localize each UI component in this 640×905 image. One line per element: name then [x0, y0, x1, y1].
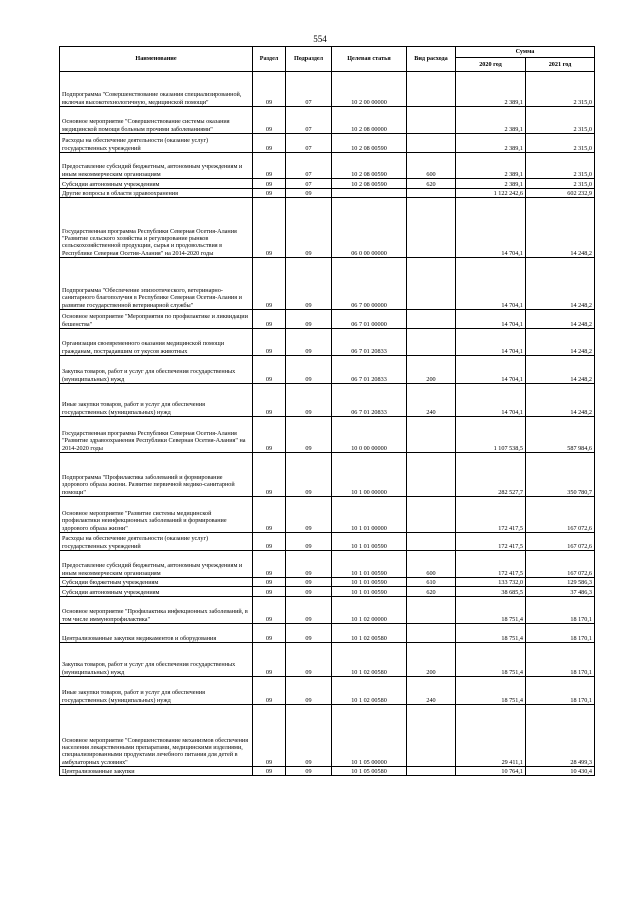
cell-subsection: 09	[286, 551, 332, 578]
cell-section: 09	[253, 551, 286, 578]
cell-amount-2020: 18 751,4	[456, 624, 526, 643]
header-subsection: Подраздел	[286, 47, 332, 72]
cell-amount-2021: 37 486,3	[526, 587, 595, 597]
cell-amount-2020: 18 751,4	[456, 597, 526, 624]
header-year-2020: 2020 год	[456, 58, 526, 72]
cell-name: Централизованные закупки	[60, 767, 253, 776]
cell-name: Основное мероприятие "Профилактика инфекционных заболеваний, в том числе иммунопрофилактика"	[60, 597, 253, 624]
cell-amount-2020: 2 389,1	[456, 134, 526, 153]
cell-subsection: 09	[286, 677, 332, 705]
table-row	[60, 179, 595, 189]
cell-section: 09	[253, 453, 286, 497]
cell-name: Подпрограмма "Профилактика заболеваний и формирование здорового образа жизни. Развитие первичной медико-санитарной помощи"	[60, 453, 253, 497]
cell-amount-2020: 172 417,5	[456, 497, 526, 533]
table-row	[60, 134, 595, 153]
cell-expense-type: 240	[407, 384, 456, 417]
cell-section: 09	[253, 597, 286, 624]
cell-expense-type	[407, 624, 456, 643]
cell-amount-2021: 18 170,1	[526, 677, 595, 705]
cell-amount-2021: 28 499,3	[526, 705, 595, 767]
cell-expense-type	[407, 417, 456, 453]
cell-subsection: 09	[286, 329, 332, 356]
cell-target-item: 10 1 02 00580	[332, 643, 407, 677]
cell-target-item: 06 7 01 20833	[332, 384, 407, 417]
cell-target-item	[332, 189, 407, 198]
cell-expense-type	[407, 597, 456, 624]
cell-target-item: 06 7 00 00000	[332, 258, 407, 310]
header-sum: Сумма	[456, 47, 595, 58]
cell-section: 09	[253, 705, 286, 767]
cell-name: Основное мероприятие "Мероприятия по профилактике и ликвидации бешенства"	[60, 310, 253, 329]
cell-name: Закупка товаров, работ и услуг для обеспечения государственных (муниципальных) нужд	[60, 643, 253, 677]
cell-amount-2020: 14 704,1	[456, 310, 526, 329]
cell-section: 09	[253, 107, 286, 134]
cell-target-item: 10 1 00 00000	[332, 453, 407, 497]
cell-section: 09	[253, 179, 286, 189]
cell-subsection: 09	[286, 624, 332, 643]
cell-subsection: 07	[286, 134, 332, 153]
cell-target-item: 10 0 00 00000	[332, 417, 407, 453]
table-row	[60, 705, 595, 767]
cell-section: 09	[253, 417, 286, 453]
cell-expense-type	[407, 189, 456, 198]
table-row	[60, 767, 595, 776]
cell-expense-type: 600	[407, 153, 456, 179]
table-row	[60, 258, 595, 310]
header-year-2021: 2021 год	[526, 58, 595, 72]
table-row	[60, 189, 595, 198]
cell-expense-type	[407, 329, 456, 356]
cell-section: 09	[253, 677, 286, 705]
cell-section: 09	[253, 587, 286, 597]
cell-name: Иные закупки товаров, работ и услуг для обеспечения государственных (муниципальных) нужд	[60, 384, 253, 417]
table-row	[60, 153, 595, 179]
cell-expense-type: 240	[407, 677, 456, 705]
cell-subsection: 07	[286, 107, 332, 134]
table-row	[60, 72, 595, 107]
cell-amount-2021: 14 248,2	[526, 310, 595, 329]
cell-name: Централизованные закупки медикаментов и оборудования	[60, 624, 253, 643]
cell-amount-2020: 2 389,1	[456, 107, 526, 134]
cell-target-item: 10 2 08 00000	[332, 107, 407, 134]
cell-expense-type: 200	[407, 643, 456, 677]
cell-name: Государственная программа Республики Северная Осетия-Алания "Развитие сельского хозяйства и регулирование рынков сельскохозяйственной продукции, сырья и продовольствия в Республике Северная Осетия-Алания" на 2014-2020 годы	[60, 198, 253, 258]
cell-amount-2021: 14 248,2	[526, 329, 595, 356]
cell-amount-2020: 18 751,4	[456, 643, 526, 677]
cell-amount-2020: 14 704,1	[456, 356, 526, 384]
table-header	[60, 47, 595, 72]
cell-subsection: 09	[286, 497, 332, 533]
cell-expense-type	[407, 198, 456, 258]
cell-expense-type: 610	[407, 578, 456, 587]
cell-amount-2020: 1 122 242,6	[456, 189, 526, 198]
cell-target-item: 10 2 00 00000	[332, 72, 407, 107]
cell-name: Субсидии автономным учреждениям	[60, 179, 253, 189]
cell-section: 09	[253, 578, 286, 587]
cell-section: 09	[253, 356, 286, 384]
cell-section: 09	[253, 134, 286, 153]
cell-amount-2021: 14 248,2	[526, 384, 595, 417]
cell-expense-type: 620	[407, 587, 456, 597]
cell-expense-type	[407, 705, 456, 767]
table-row	[60, 551, 595, 578]
table-row	[60, 384, 595, 417]
cell-subsection: 09	[286, 198, 332, 258]
page-number: 554	[313, 34, 327, 44]
cell-target-item: 06 7 01 20833	[332, 356, 407, 384]
cell-subsection: 07	[286, 179, 332, 189]
cell-name: Организация своевременного оказания медицинской помощи гражданам, пострадавшим от укусов животных	[60, 329, 253, 356]
cell-subsection: 09	[286, 258, 332, 310]
cell-amount-2020: 172 417,5	[456, 551, 526, 578]
header-target-item: Целевая статья	[332, 47, 407, 72]
cell-amount-2021: 2 315,0	[526, 107, 595, 134]
cell-expense-type: 600	[407, 551, 456, 578]
cell-name: Предоставление субсидий бюджетным, автономным учреждениям и иным некоммерческим организациям	[60, 153, 253, 179]
table-row	[60, 643, 595, 677]
cell-amount-2020: 14 704,1	[456, 329, 526, 356]
cell-target-item: 06 0 00 00000	[332, 198, 407, 258]
cell-amount-2021: 350 780,7	[526, 453, 595, 497]
cell-target-item: 10 2 08 00590	[332, 153, 407, 179]
header-section: Раздел	[253, 47, 286, 72]
cell-name: Иные закупки товаров, работ и услуг для обеспечения государственных (муниципальных) нужд	[60, 677, 253, 705]
cell-subsection: 09	[286, 189, 332, 198]
table-row	[60, 453, 595, 497]
cell-name: Субсидии бюджетным учреждениям	[60, 578, 253, 587]
table-body	[60, 72, 595, 776]
cell-expense-type	[407, 107, 456, 134]
header-expense-type: Вид расхода	[407, 47, 456, 72]
cell-subsection: 09	[286, 384, 332, 417]
cell-amount-2021: 18 170,1	[526, 643, 595, 677]
cell-amount-2021: 587 984,6	[526, 417, 595, 453]
cell-target-item: 10 1 02 00580	[332, 677, 407, 705]
cell-expense-type	[407, 497, 456, 533]
cell-target-item: 10 1 01 00590	[332, 551, 407, 578]
table-row	[60, 497, 595, 533]
cell-name: Субсидии автономным учреждениям	[60, 587, 253, 597]
cell-amount-2021: 14 248,2	[526, 356, 595, 384]
table-row	[60, 198, 595, 258]
table-row	[60, 587, 595, 597]
cell-expense-type: 620	[407, 179, 456, 189]
cell-subsection: 09	[286, 533, 332, 551]
cell-expense-type	[407, 767, 456, 776]
cell-expense-type	[407, 134, 456, 153]
cell-target-item: 06 7 01 00000	[332, 310, 407, 329]
cell-amount-2021: 602 232,9	[526, 189, 595, 198]
cell-amount-2021: 167 072,6	[526, 533, 595, 551]
cell-name: Подпрограмма "Совершенствование оказания специализированной, включая высокотехнологичную, медицинской помощи"	[60, 72, 253, 107]
table-row	[60, 310, 595, 329]
cell-target-item: 10 1 05 00580	[332, 767, 407, 776]
cell-amount-2021: 2 315,0	[526, 153, 595, 179]
table-row	[60, 677, 595, 705]
cell-target-item: 10 1 01 00590	[332, 578, 407, 587]
cell-amount-2021: 10 430,4	[526, 767, 595, 776]
cell-amount-2021: 14 248,2	[526, 258, 595, 310]
cell-expense-type	[407, 310, 456, 329]
table-row	[60, 624, 595, 643]
cell-section: 09	[253, 767, 286, 776]
cell-expense-type	[407, 533, 456, 551]
cell-target-item: 10 1 01 00000	[332, 497, 407, 533]
cell-amount-2021: 18 170,1	[526, 624, 595, 643]
cell-amount-2020: 2 389,1	[456, 179, 526, 189]
table-row	[60, 329, 595, 356]
cell-section: 09	[253, 310, 286, 329]
cell-subsection: 09	[286, 643, 332, 677]
cell-subsection: 09	[286, 705, 332, 767]
cell-name: Закупка товаров, работ и услуг для обеспечения государственных (муниципальных) нужд	[60, 356, 253, 384]
cell-subsection: 09	[286, 417, 332, 453]
cell-subsection: 09	[286, 597, 332, 624]
cell-amount-2020: 1 107 538,5	[456, 417, 526, 453]
table-row	[60, 107, 595, 134]
cell-expense-type	[407, 453, 456, 497]
cell-subsection: 09	[286, 356, 332, 384]
cell-target-item: 06 7 01 20833	[332, 329, 407, 356]
cell-subsection: 09	[286, 310, 332, 329]
table-row	[60, 533, 595, 551]
cell-amount-2021: 167 072,6	[526, 497, 595, 533]
cell-target-item: 10 1 02 00580	[332, 624, 407, 643]
cell-name: Расходы на обеспечение деятельности (оказание услуг) государственных учреждений	[60, 533, 253, 551]
cell-amount-2020: 10 764,1	[456, 767, 526, 776]
cell-section: 09	[253, 384, 286, 417]
cell-name: Предоставление субсидий бюджетным, автономным учреждениям и иным некоммерческим организациям	[60, 551, 253, 578]
cell-amount-2020: 14 704,1	[456, 258, 526, 310]
cell-amount-2020: 18 751,4	[456, 677, 526, 705]
cell-amount-2021: 2 315,0	[526, 179, 595, 189]
cell-expense-type: 200	[407, 356, 456, 384]
cell-section: 09	[253, 329, 286, 356]
cell-name: Государственная программа Республики Северная Осетия-Алания "Развитие здравоохранения Республики Северная Осетия-Алания" на 2014-2020 годы	[60, 417, 253, 453]
cell-amount-2020: 29 411,1	[456, 705, 526, 767]
cell-subsection: 09	[286, 767, 332, 776]
cell-subsection: 09	[286, 578, 332, 587]
cell-target-item: 10 1 02 00000	[332, 597, 407, 624]
table-row	[60, 597, 595, 624]
table-row	[60, 578, 595, 587]
header-name: Наименование	[60, 47, 253, 72]
cell-amount-2020: 172 417,5	[456, 533, 526, 551]
cell-amount-2020: 14 704,1	[456, 198, 526, 258]
cell-section: 09	[253, 258, 286, 310]
cell-amount-2020: 282 527,7	[456, 453, 526, 497]
cell-amount-2020: 2 389,1	[456, 153, 526, 179]
cell-section: 09	[253, 643, 286, 677]
cell-subsection: 07	[286, 153, 332, 179]
cell-subsection: 07	[286, 72, 332, 107]
cell-section: 09	[253, 189, 286, 198]
cell-section: 09	[253, 153, 286, 179]
cell-section: 09	[253, 624, 286, 643]
cell-amount-2021: 2 315,0	[526, 134, 595, 153]
cell-amount-2021: 14 248,2	[526, 198, 595, 258]
cell-subsection: 09	[286, 587, 332, 597]
cell-name: Подпрограмма "Обеспечение эпизоотического, ветеринарно-санитарного благополучия в Республике Северная Осетия-Алания и развитие государственной ветеринарной службы"	[60, 258, 253, 310]
cell-amount-2020: 38 685,5	[456, 587, 526, 597]
cell-amount-2021: 2 315,0	[526, 72, 595, 107]
cell-target-item: 10 1 05 00000	[332, 705, 407, 767]
cell-amount-2021: 18 170,1	[526, 597, 595, 624]
cell-section: 09	[253, 198, 286, 258]
cell-name: Основное мероприятие "Совершенствование механизмов обеспечения населения лекарственными препаратами, медицинскими изделиями, специализированными продуктами лечебного питания для детей в амбулаторных условиях"	[60, 705, 253, 767]
cell-name: Основное мероприятие "Совершенствование системы оказания медицинской помощи больным прочими заболеваниями"	[60, 107, 253, 134]
cell-amount-2021: 129 586,3	[526, 578, 595, 587]
budget-table	[59, 46, 595, 776]
cell-target-item: 10 2 08 00590	[332, 179, 407, 189]
cell-section: 09	[253, 72, 286, 107]
cell-subsection: 09	[286, 453, 332, 497]
cell-name: Расходы на обеспечение деятельности (оказание услуг) государственных учреждений	[60, 134, 253, 153]
cell-amount-2020: 133 732,0	[456, 578, 526, 587]
cell-target-item: 10 1 01 00590	[332, 587, 407, 597]
cell-section: 09	[253, 497, 286, 533]
cell-expense-type	[407, 258, 456, 310]
cell-expense-type	[407, 72, 456, 107]
cell-target-item: 10 2 08 00590	[332, 134, 407, 153]
table-row	[60, 356, 595, 384]
table-row	[60, 417, 595, 453]
cell-amount-2020: 2 389,1	[456, 72, 526, 107]
cell-name: Основное мероприятие "Развитие системы медицинской профилактики неинфекционных заболеваний и формирование здорового образа жизни"	[60, 497, 253, 533]
cell-amount-2021: 167 072,6	[526, 551, 595, 578]
cell-target-item: 10 1 01 00590	[332, 533, 407, 551]
cell-name: Другие вопросы в области здравоохранения	[60, 189, 253, 198]
cell-section: 09	[253, 533, 286, 551]
cell-amount-2020: 14 704,1	[456, 384, 526, 417]
